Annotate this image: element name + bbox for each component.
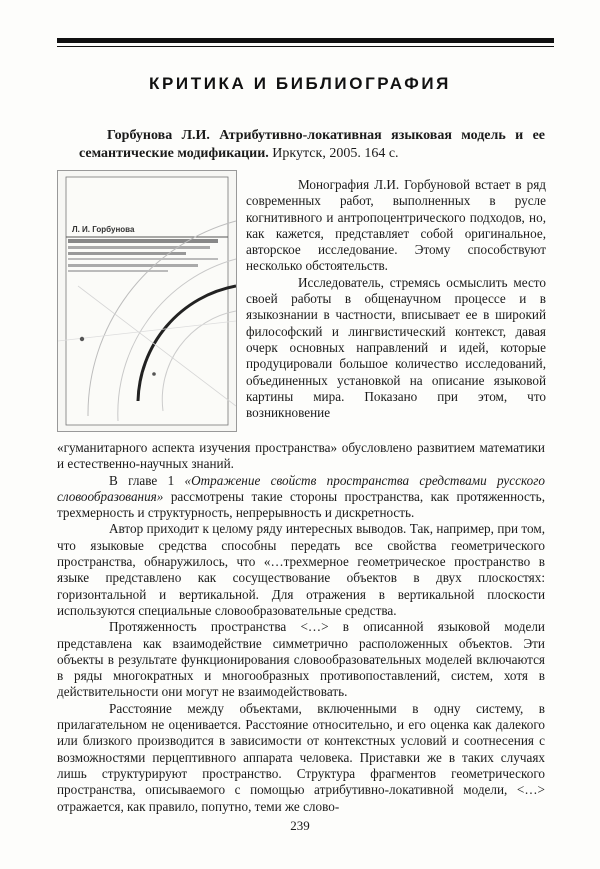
- paragraph: Монография Л.И. Горбуновой встает в ряд современных работ, выполненных в русле когнитивного и антропоцентрического подходов, но, как кажется, представляет собой оригинальное, авторское исследование. Этому способствуют несколько обстоятельств.: [246, 177, 546, 274]
- text-beside-cover: [246, 177, 546, 421]
- citation-publication: Иркутск, 2005. 164 с.: [268, 145, 399, 161]
- cover-graphic: [58, 171, 236, 431]
- top-rule-thick: [57, 38, 554, 43]
- paragraph: Протяженность пространства <…> в описанной языковой модели представлена как взаимодействие симметрично расположенных объектов. Эти объекты в результате функционирования словообразовательных моделей включаются в ряды многократных и многообразных противопоставлений, систем, хотя в действительности они могут не взаимодействовать.: [57, 619, 545, 700]
- paragraph-chapter: [57, 473, 545, 522]
- citation-title: Горбунова Л.И. Атрибутивно-локативная языковая модель и ее семантические модификации.: [79, 128, 545, 161]
- paragraph-continuation: «гуманитарного аспекта изучения пространства» обусловлено развитием математики и естественно-научных знаний.: [57, 440, 545, 472]
- page-number: 239: [290, 818, 310, 833]
- text-run: рассмотрены такие стороны пространства, как протяженность, трехмерность и структурность, непрерывность и дискретность.: [57, 488, 545, 521]
- book-citation: [79, 127, 545, 162]
- cover-author-name: Л. И. Горбунова: [72, 225, 135, 234]
- paragraph: Автор приходит к целому ряду интересных выводов. Так, например, при том, что языковые средства способны передать все свойства геометрического пространства, обнаружилось, что «…трехмерное геометрическое пространство в языке представлено как сосуществование объектов в двух плоскостях: горизонтальной и вертикальной. Для отражения в вертикальной плоскости используются специальные словообразовательные средства.: [57, 521, 545, 618]
- section-heading: КРИТИКА И БИБЛИОГРАФИЯ: [149, 74, 451, 93]
- book-cover-image: [57, 170, 237, 432]
- paragraph: Исследователь, стремясь осмыслить место своей работы в общенаучном процессе и в языкознании в частности, вписывает ее в широкий философский и лингвистический контекст, давая очерк основных направлений и идей, которые продуцировали большое количество исследований, объединенных установкой на описание языковой картины мира. Показано при этом, что возникновение: [246, 274, 546, 421]
- paragraph: Расстояние между объектами, включенными в одну систему, в прилагательном не оценивается. Расстояние относительно, и его оценка как далекого или близкого производится в зависимости от контекстных условий и соотнесения с возможностями перцептивного аппарата человека. Приставки же в таких случаях лишь структурируют пространство. Структура фрагментов геометрического пространства, описываемого с помощью атрибутивно-локативной модели, <…> отражается, как правило, попутно, теми же слово-: [57, 700, 545, 814]
- chapter-title: «Отражение свойств пространства средствами русского словообразования»: [57, 472, 545, 504]
- top-rule-thin: [57, 46, 554, 47]
- text-run: В главе 1: [109, 472, 185, 488]
- main-text: [57, 440, 545, 815]
